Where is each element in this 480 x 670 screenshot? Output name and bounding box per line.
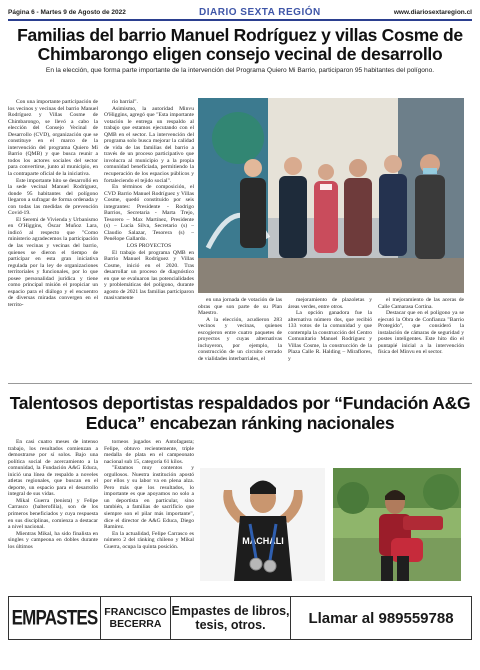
paragraph: En términos de composición, el CVD Barrio Manuel Rodríguez y Villas Cosme, quedó constituido por seis integrantes: Presidente - Rodrigo Barrios, Secretaria - Marta Trejo, Tesorero – Max Martínez, Presidente (s) – Lucía Silva, Secretario (s) – Claudio Salazar, Tesorera (s) – Penélope Gallardo.	[104, 184, 194, 243]
group-photo-image	[198, 98, 464, 293]
paragraph: "Estamos muy contentos y orgullosos. Nuestra institución apostó por ellos y su labor va en plena alza. Pero más que los resultados, lo importante es que apoyamos no solo a un deportista en particular, sino también, a familias de sacrificio que siempre son el pilar más importante", dice el director de A&G Educa, Diego Ramírez.	[104, 465, 194, 531]
paragraph: Mikal Guerra (tenista) y Felipe Carrasco (halterofilia), son de los primeros beneficiados y cuya respuesta en sus disciplinas, comienza a destacar a nivel nacional.	[8, 497, 98, 531]
article1-column-4	[288, 297, 372, 382]
section-subhead: LOS PROYECTOS	[126, 243, 172, 250]
article1-column-3	[198, 297, 282, 382]
paragraph: en una jornada de votación de las obras que son parte de su Plan Maestro.	[198, 297, 282, 317]
paragraph: Este importante hito se desarrolló en la sede vecinal Manuel Rodríguez, donde 95 habitantes del polígono llegaron a sufragar de forma ordenada y con todas las medidas de prevención Covid-19.	[8, 177, 98, 217]
article2-title: Talentosos deportistas respaldados por “Fundación A&G Educa” encabezan ránking nacionales	[9, 393, 471, 433]
paragraph: A la elección, acudieron 283 vecinos y vecinas, quienes escogieron entre cuatro paquetes de proyectos y cuyas alternativas incluyeron, por ejemplo, la construcción de un circuito cerrado de vialidades interbarriales, el	[198, 316, 282, 362]
paragraph: Mientras Mikal, ha sido finalista en singles y campeona en dobles durante los últimos	[8, 530, 98, 550]
paragraph: rio barrial".	[112, 99, 138, 105]
paragraph: Destacar que en el polígono ya se ejecutó la Obra de Confianza "Barrio Protegido", que consideró la instalación de cámaras de seguridad y postes inteligentes. Este hito dio el puntapié inicial a la intervención física del Minvu en el sector.	[378, 310, 464, 356]
article1-lead: En la elección, que forma parte importante de la intervención del Programa Quiero Mi Barrio, participaron 95 habitantes del polígono.	[45, 67, 435, 74]
athlete-photo	[200, 468, 325, 581]
paragraph: Asimismo, la autoridad Minvu O'Higgins, agregó que "Esta importante votación le entrega un respaldo al trabajo que estamos ejecutando con el QMB en el sector. La intervención del programa solo busca mejorar la calidad de vida de las familias del barrio a través de un proceso participativo que involucra al municipio y a la propia comunidad beneficiada, permitiendo la recuperación de los espacios públicos y fortaleciendo el tejido social".	[104, 105, 194, 184]
page-header	[8, 5, 472, 21]
ad-call-to-action: Llamar al 989559788	[308, 609, 454, 627]
paragraph: el mejoramiento de las aceras de Calle Camarasa Cortina.	[378, 297, 464, 310]
article1-column-1	[8, 99, 98, 382]
paragraph: En la actualidad, Felipe Carrasco es número 2 del ránking chileno y Mikal Guerra, ocupa la quinta posición.	[104, 530, 194, 550]
ad-name-line1: FRANCISCO	[104, 606, 167, 618]
newspaper-brand: DIARIO SEXTA REGIÓN	[199, 6, 321, 18]
ad-offer-line2: tesis, otros.	[195, 618, 266, 632]
article1-title: Familias del barrio Manuel Rodríguez y villas Cosme de Chimbarongo eligen consejo vecinal de desarrollo	[17, 25, 463, 64]
section-divider	[8, 383, 472, 384]
page-number: Página 6 - Martes 9 de Agosto de 2022	[8, 8, 126, 16]
weightlifter-image	[200, 468, 325, 581]
ad-business-name	[101, 597, 171, 639]
ad-name-line2: BECERRA	[109, 618, 162, 630]
article2-column-2	[104, 439, 194, 591]
paragraph: En casi cuatro meses de intenso trabajo, los resultados comienzan a demostrarse por sí solos. Bajo una política social de acercamiento a la comunidad, la Fundación A&G Educa, inició una línea de respaldo a noveles atletas regionales, que buscan en el deporte, un espacio para el desarrollo integral de sus vidas.	[8, 439, 98, 498]
ad-logo	[9, 597, 101, 639]
article2-column-1	[8, 439, 98, 591]
jersey-label: MACHALI	[242, 536, 284, 546]
advertisement-banner	[8, 596, 472, 640]
paragraph: mejoramiento de plazoletas y áreas verdes, entre otros.	[288, 297, 372, 310]
article1-group-photo	[198, 98, 464, 293]
tennis-player-image	[333, 468, 461, 581]
tennis-player-photo	[333, 468, 461, 581]
ad-logo-text: EMPASTES	[11, 605, 98, 630]
paragraph: El Seremi de Vivienda y Urbanismo en O'Higgins, Óscar Muñoz Lara, indicó al respecto que "Como ministerio agradecemos la participación de las vecinas y vecinas del barrio, quienes se dieron el tiempo de participar en esta gran iniciativa regulada por la ley de organizaciones territoriales y funcionales, por lo que posee personalidad jurídica y tiene como principal misión el propiciar un espacio para el diálogo y el encuentro de diversas miradas convergen en el territo-	[8, 216, 98, 308]
paragraph: La opción ganadora fue la alternativa número dos, que recibió 133 votos de la comunidad y que contempla la construcción del Centro Comunitario Manuel Rodríguez y Villas Cosme, la construcción de la Plaza Calle R. Halding – Miraflores, y	[288, 310, 372, 362]
paragraph: torneos jugados en Antofagasta; Felipe, obtuvo recientemente, triple medalla de plata en el campeonato nacional sub 15, categoría 61 kilos.	[104, 439, 194, 465]
paragraph: Con una importante participación de los vecinos y vecinas del barrio Manuel Rodríguez y Villas Cosme de Chimbarongo, se llevó a cabo la elección del Consejo Vecinal de Desarrollo (CVD), organización que se constituye en el marco de la intervención del programa Quiero Mi Barrio (QMB) y que busca reunir a todos los actores sociales del sector para convertirse, junto al municipio, en la contraparte oficial de la iniciativa.	[8, 99, 98, 178]
ad-offer-line1: Empastes de libros,	[171, 604, 290, 618]
article1-column-5	[378, 297, 464, 382]
newspaper-url: www.diariosextaregion.cl	[393, 8, 472, 16]
paragraph: El trabajo del programa QMB en Barrio Manuel Rodríguez y Villas Cosme, inició en el 2020. Tras desarrollar un proceso de diagnóstico en que se evaluaron las potencialidades y problemáticas del polígono, durante agosto de 2021 las familias participaron masivamente	[104, 249, 194, 302]
ad-offer	[171, 597, 291, 639]
article1-column-2	[104, 99, 194, 382]
